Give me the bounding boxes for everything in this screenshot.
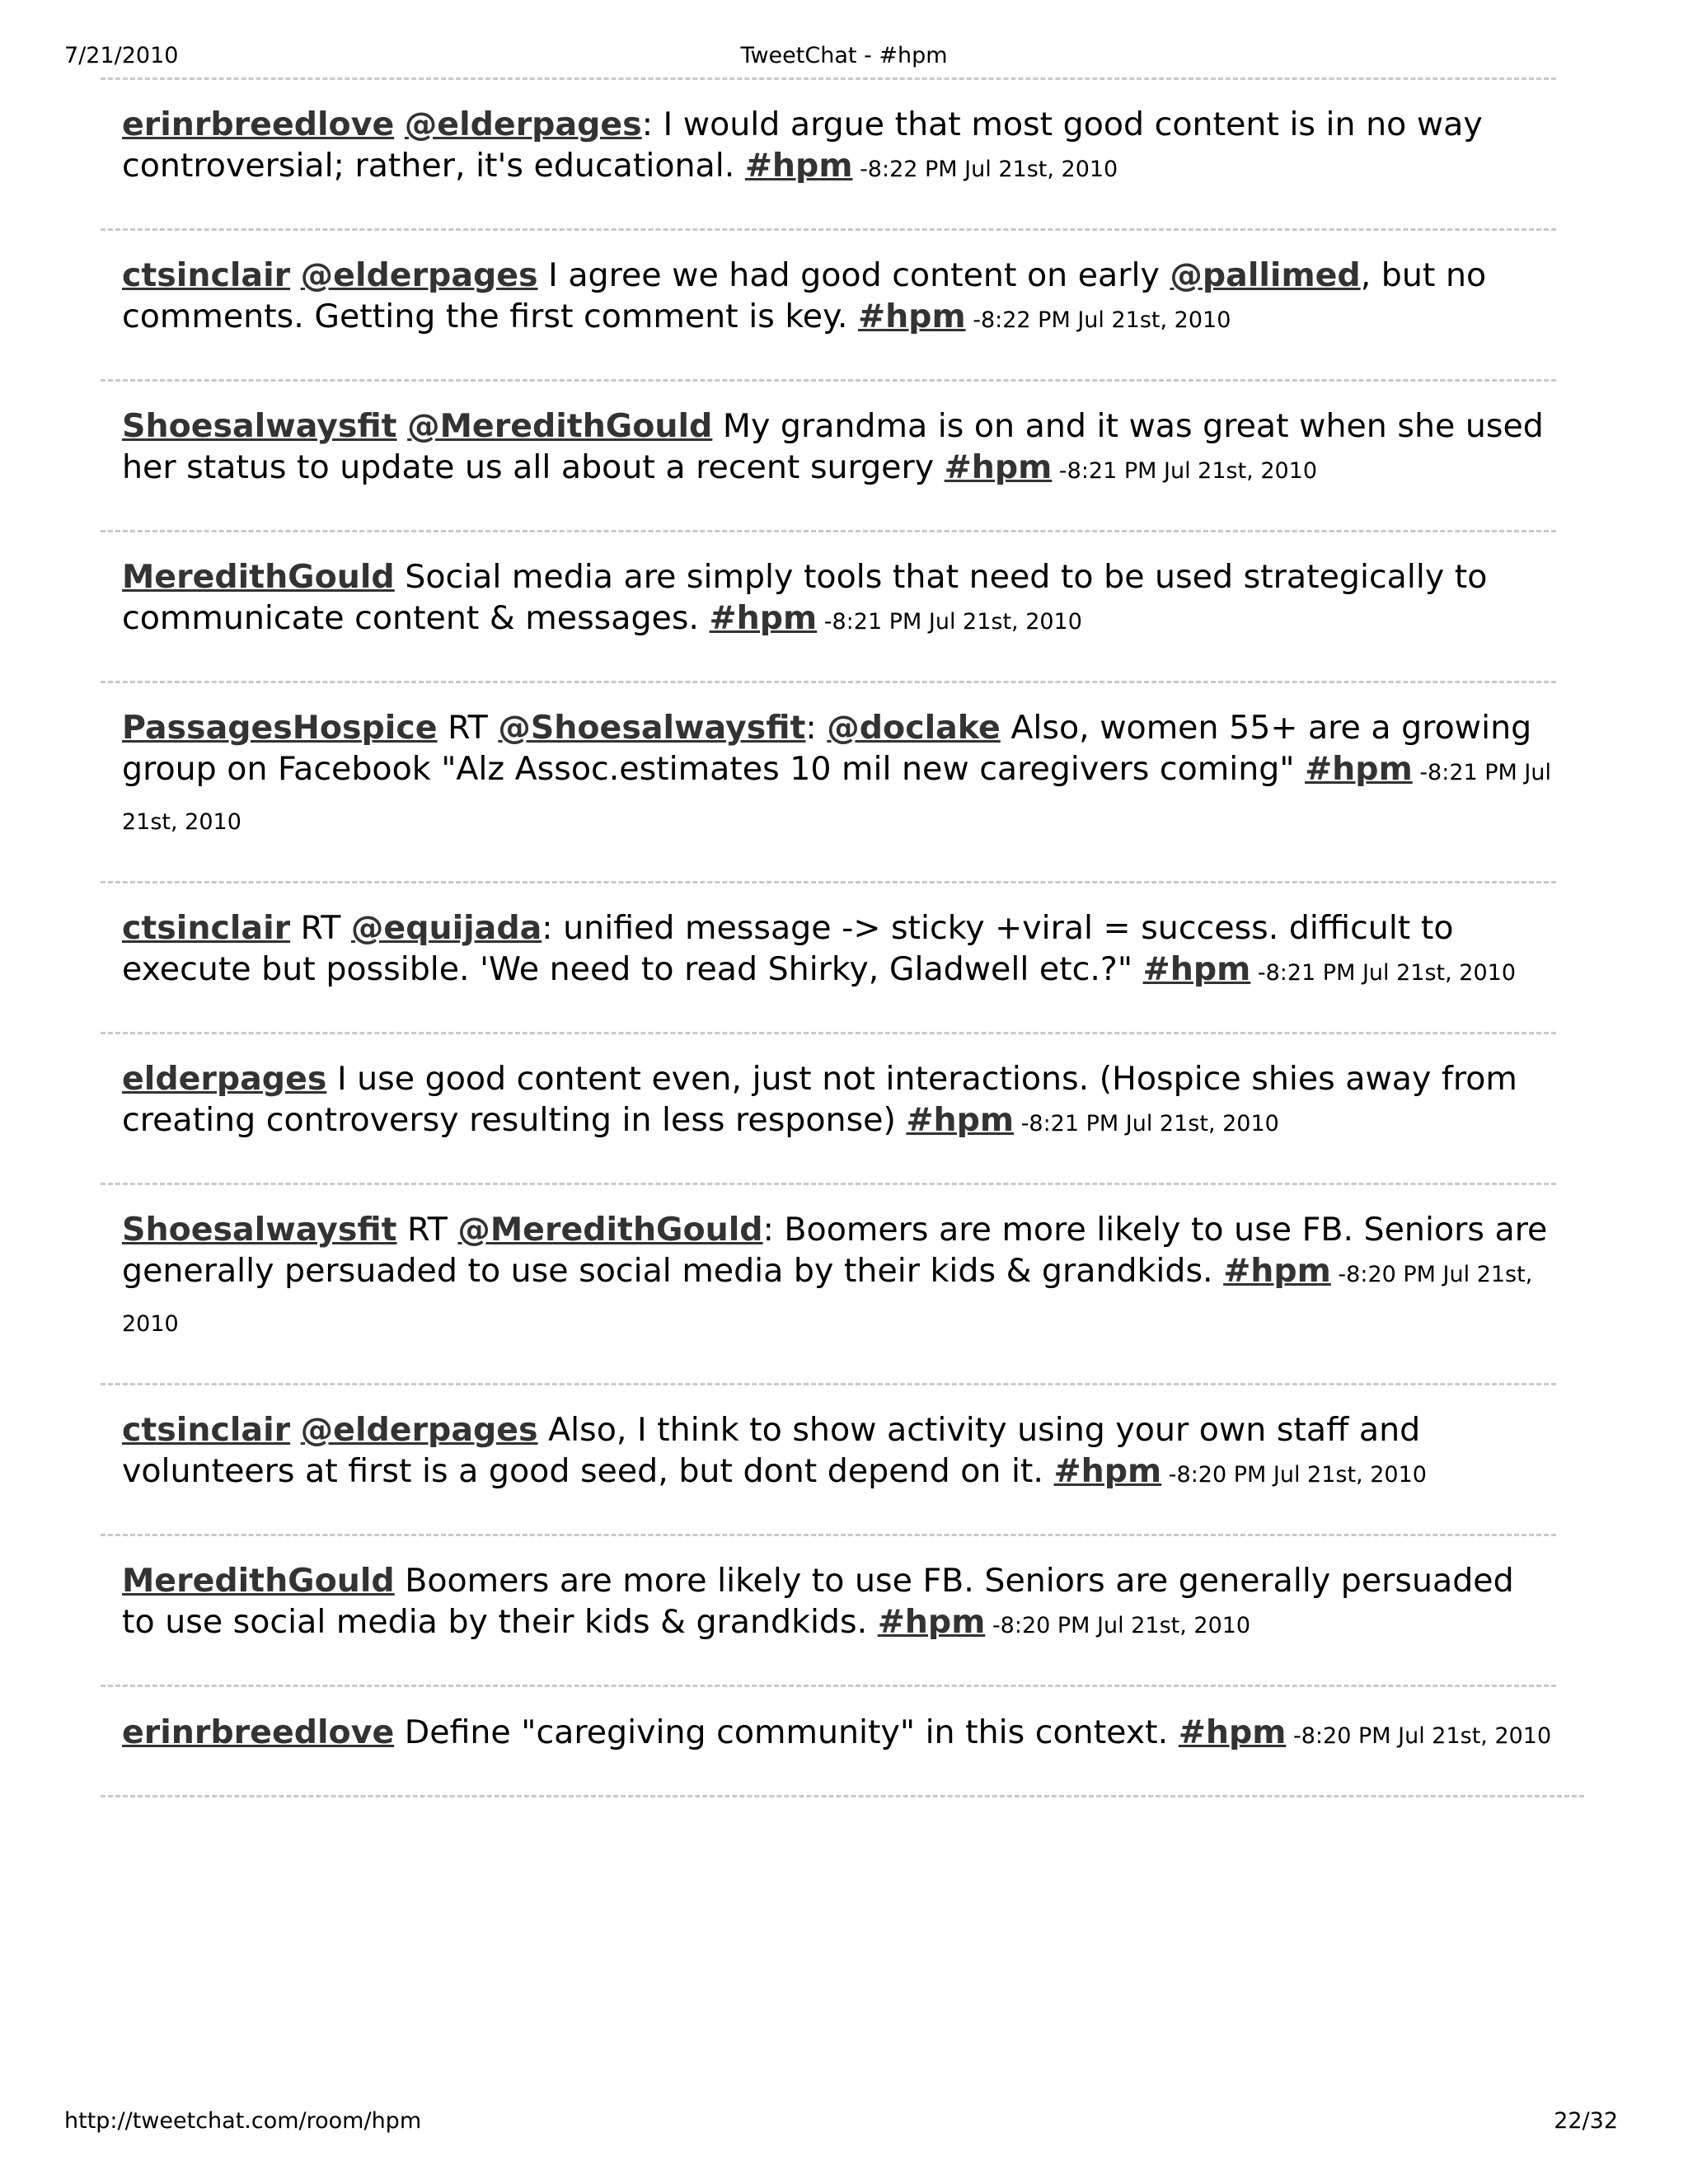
tweet-text: : Boomers are more likely to use FB. Seniors are generally persuaded to use social media by their kids & grandkids. <box>122 1211 1548 1290</box>
mention-link[interactable]: @MeredithGould <box>407 407 713 445</box>
username-link[interactable]: elderpages <box>122 1060 327 1098</box>
tweet-text: My grandma is on and it was great when she used her status to update us all about a recent surgery <box>122 407 1544 486</box>
tweet-text: : I would argue that most good content is in no way controversial; rather, it's educational. <box>122 105 1483 185</box>
tweet-item <box>101 379 1556 530</box>
username-link[interactable]: PassagesHospice <box>122 709 438 747</box>
tweet-timestamp: -8:21 PM Jul 21st, 2010 <box>122 760 1552 835</box>
tweet-text: , but no comments. Getting the first comment is key. <box>122 256 1487 335</box>
tweet-text: Also, I think to show activity using your own staff and volunteers at first is a good seed, but dont depend on it. <box>122 1411 1421 1490</box>
tweet-text: Also, women 55+ are a growing group on Facebook "Alz Assoc.estimates 10 mil new caregivers coming" <box>122 709 1532 788</box>
page-url: http://tweetchat.com/room/hpm <box>64 2108 422 2134</box>
tweet-timestamp: -8:21 PM Jul 21st, 2010 <box>1250 960 1517 986</box>
hashtag-link[interactable]: #hpm <box>1178 1713 1287 1751</box>
page-number: 22/32 <box>1554 2108 1618 2134</box>
tweet-text: : <box>805 709 828 747</box>
hashtag-link[interactable]: #hpm <box>877 1603 986 1641</box>
tweet-timestamp: -8:21 PM Jul 21st, 2010 <box>1052 458 1318 484</box>
tweet-text: RT <box>396 1211 458 1249</box>
hashtag-link[interactable]: #hpm <box>1142 950 1251 988</box>
hashtag-link[interactable]: #hpm <box>1305 750 1413 788</box>
username-link[interactable]: MeredithGould <box>122 1562 395 1600</box>
tweet-item <box>101 228 1556 379</box>
hashtag-link[interactable]: #hpm <box>744 147 853 185</box>
tweet-item <box>101 1183 1556 1383</box>
tweet-timestamp: -8:22 PM Jul 21st, 2010 <box>965 307 1231 333</box>
hashtag-link[interactable]: #hpm <box>1053 1452 1162 1490</box>
hashtag-link[interactable]: #hpm <box>944 448 1053 486</box>
hashtag-link[interactable]: #hpm <box>1223 1252 1331 1290</box>
mention-link[interactable]: @doclake <box>827 709 1001 747</box>
mention-link[interactable]: @equijada <box>350 909 542 947</box>
tweet-text <box>290 1411 301 1449</box>
username-link[interactable]: ctsinclair <box>122 256 291 294</box>
tweet-item <box>101 1534 1556 1685</box>
tweet-timestamp: -8:22 PM Jul 21st, 2010 <box>852 157 1118 182</box>
hashtag-link[interactable]: #hpm <box>857 298 966 335</box>
mention-link[interactable]: @elderpages <box>300 256 538 294</box>
hashtag-link[interactable]: #hpm <box>709 599 818 637</box>
tweet-timestamp: -8:21 PM Jul 21st, 2010 <box>817 609 1082 635</box>
tweet-feed <box>101 77 1584 1797</box>
tweet-text: : unified message -> sticky +viral = success. difficult to execute but possible. 'We need to read Shirky, Gladwell etc.?" <box>122 909 1454 988</box>
tweet-text: I agree we had good content on early <box>537 256 1170 294</box>
tweet-text <box>397 407 408 445</box>
tweet-item <box>101 530 1556 681</box>
tweet-text: Social media are simply tools that need to be used strategically to communicate content & messages. <box>122 558 1488 637</box>
tweet-item <box>101 1032 1556 1183</box>
mention-link[interactable]: @elderpages <box>404 105 642 143</box>
mention-link[interactable]: @elderpages <box>300 1411 538 1449</box>
tweet-timestamp: -8:20 PM Jul 21st, 2010 <box>1286 1723 1552 1749</box>
tweet-item <box>101 1685 1556 1795</box>
username-link[interactable]: Shoesalwaysfit <box>122 407 397 445</box>
divider <box>101 1795 1584 1797</box>
page-title: TweetChat - #hpm <box>740 43 948 68</box>
username-link[interactable]: erinrbreedlove <box>122 1713 395 1751</box>
username-link[interactable]: ctsinclair <box>122 909 291 947</box>
mention-link[interactable]: @MeredithGould <box>457 1211 763 1249</box>
tweet-timestamp: -8:20 PM Jul 21st, 2010 <box>122 1262 1533 1337</box>
tweet-text: Boomers are more likely to use FB. Seniors are generally persuaded to use social media by their kids & grandkids. <box>122 1562 1514 1641</box>
mention-link[interactable]: @pallimed <box>1170 256 1361 294</box>
username-link[interactable]: ctsinclair <box>122 1411 291 1449</box>
tweet-text <box>290 256 301 294</box>
tweet-timestamp: -8:20 PM Jul 21st, 2010 <box>1161 1462 1427 1488</box>
print-date: 7/21/2010 <box>64 43 179 68</box>
tweet-item <box>101 681 1556 881</box>
username-link[interactable]: Shoesalwaysfit <box>122 1211 397 1249</box>
tweet-timestamp: -8:21 PM Jul 21st, 2010 <box>1014 1111 1279 1137</box>
tweet-text: RT <box>290 909 351 947</box>
username-link[interactable]: erinrbreedlove <box>122 105 395 143</box>
hashtag-link[interactable]: #hpm <box>906 1101 1015 1139</box>
tweet-item <box>101 881 1556 1032</box>
tweet-timestamp: -8:20 PM Jul 21st, 2010 <box>985 1613 1251 1638</box>
tweet-text: I use good content even, just not interactions. (Hospice shies away from creating controversy resulting in less response) <box>122 1060 1517 1139</box>
username-link[interactable]: MeredithGould <box>122 558 395 596</box>
tweet-item <box>101 77 1556 228</box>
tweet-text: Define "caregiving community" in this context. <box>394 1713 1179 1751</box>
tweet-text: RT <box>437 709 499 747</box>
tweet-item <box>101 1383 1556 1534</box>
tweet-text <box>394 105 405 143</box>
mention-link[interactable]: @Shoesalwaysfit <box>498 709 806 747</box>
